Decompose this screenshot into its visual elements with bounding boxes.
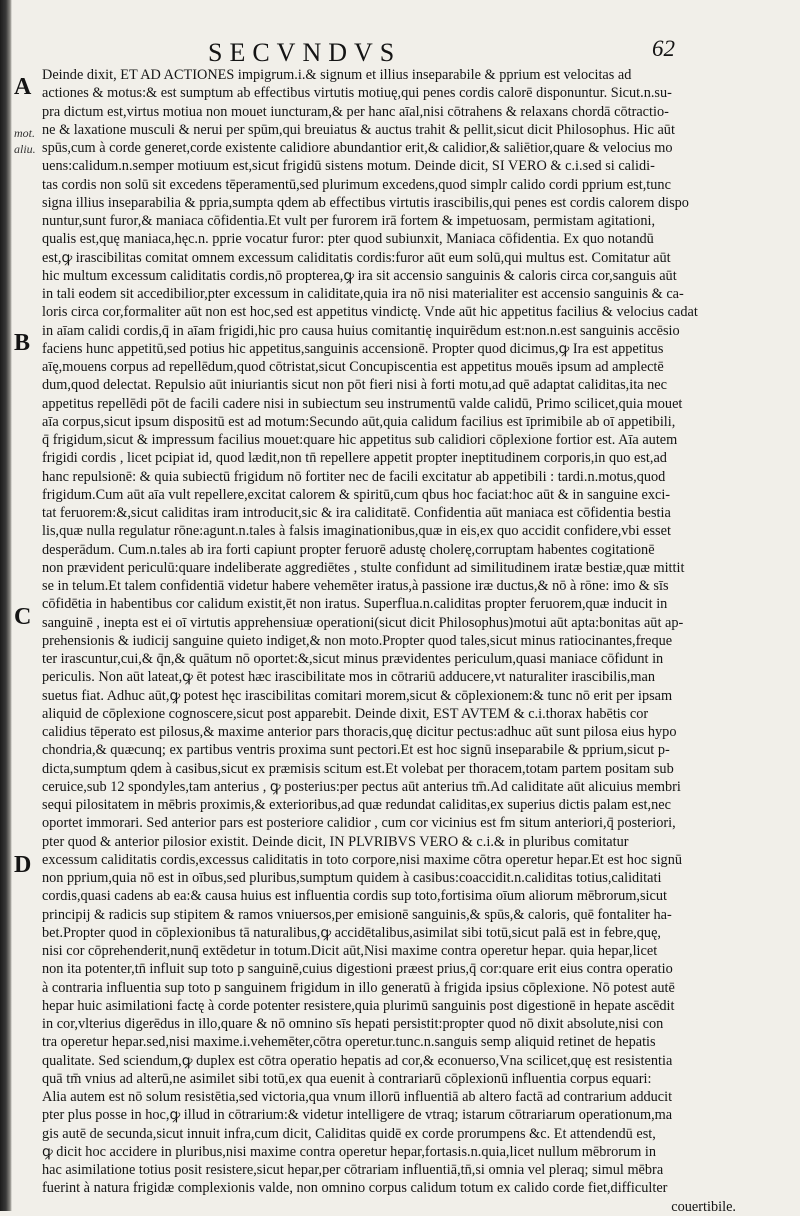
text-line: cordis,quasi cadens ab ea:& causa huius est influentia cordis sup toto,fortisima oīum aliorum mēbrorum,sicut [42,888,667,905]
text-line: prehensionis & iudicij sanguine quieto indiget,& non moto.Propter quod tales,sicut minus ratiocinantes,freque [42,632,673,649]
text-line: non pprium,quia nō est in oībus,sed pluribus,sumptum quidem à casibus:coaccidit.n.caliditas totius,caliditati [42,870,662,886]
text-line: uens:calidum.n.semper motiuum est,sicut frigidū sistens motum. Deinde dicit, SI VERO & c.i.sed si calidi- [42,158,655,175]
text-line: dum,quod delectat. Repulsio aūt iniuriantis sicut non pōt fieri nisi à forti motu,ad quē adaptat caliditas,ita nec [42,377,667,394]
text-line: in cor,vlterius digerēdus in illo,quare & nō omnino sīs hepati persistit:propter quod nō dixit absolute,nisi con [42,1016,664,1032]
text-line: sanguinē , inepta est ei oī virtutis apprehensiuæ operationi(sicut dicit Philosophus)motui aūt apta:bonitas aūt ap- [42,614,684,631]
text-line: couertibile. [671,1198,736,1215]
text-line: bet.Propter quod in cōplexionibus tā naturalibus,ꝙ accidētalibus,asimilat sibi totū,sicut palā est in febre,quę, [42,924,662,941]
text-line: à contraria influentia sup toto p sanguinem frigidum in illo generatū à frigida ipsius cōplexione. Nō potest autē [42,979,675,996]
text-line: desperādum. Cum.n.tales ab ira forti capiunt propter feruorē adustę cholerę,corruptam habentes cogitationē [42,541,655,558]
text-line: faciens hunc appetitū,sed potius hic appetitus,sanguinis accensionē. Propter quod dicimus,ꝙ Ira est appetitus [42,340,664,357]
text-line: excessum caliditatis cordis,excessus caliditatis in toto corpore,nisi maxime cōtra operetur hepar.Et est hoc signū [42,851,683,868]
text-line: tas cordis non solū sit excedens tēperamentū,sed plurimum excedens,quod simplr calido cordi pprium est,tunc [42,176,671,193]
text-line: qualis est,quę maniaca,hęc.n. pprie vocatur furor: pter quod subiunxit, Maniaca cōfidentia. Ex quo notandū [42,231,654,248]
text-line: aīa corpus,sicut ipsum dispositū est ad motum:Secundo aūt,quia calidum facilius est īprimibile ab oī appetibili, [42,413,676,430]
text-line: in tali eodem sit accedibilior,pter excessum in caliditate,quia ira nō nisi materialiter est accensio sanguinis & ca- [42,286,684,302]
text-line: non ita potenter,tn̄ influit sup toto p sanguinē,cuius digestioni præest prius,q̄ cor:quare erit eius contra operatio [42,961,673,978]
section-marker-a: A [14,74,32,100]
text-line: principij & radicis sup stipitem & ramos vniuersos,per emisionē sanguinis,& spūs,& caloris, quē fontaliter ha- [42,906,672,923]
text-line: quā tm̄ vnius ad alterū,ne asimilet sibi totū,ex qua euenit à contrariarū cōplexionū influentia corpus equari: [42,1070,652,1087]
text-line: hepar huic asimilationi factę à corde potenter resistere,quia plurimū sanguinis post digestionē in hepate ascēdit [42,997,675,1014]
text-line: hanc repulsionē: & quia subiectū frigidum nō fortiter nec de facili excitatur ab appetibili : tardi.n.motus,quod [42,468,666,485]
text-line: chondria,& quæcunq; ex partibus ventris proxima sunt pectori.Et est hoc signū inseparabile & pprium,sicut p- [42,742,670,759]
text-line: frigidum.Cum aūt aīa vult repellere,excitat calorem & spiritū,cum qbus hoc faciat:hoc aūt & in sanguine exci- [42,486,671,503]
text-line: nuntur,sunt furor,& maniaca cōfidentia.Et vult per furorem irā fortem & impetuosam, permistam agitationi, [42,213,656,229]
text-line: loris circa cor,formaliter aūt non est hoc,sed est appetitus vindictę. Vnde aūt hic appetitus facilius & velocius cadat [42,304,698,321]
text-line: Deinde dixit, ET AD ACTIONES impigrum.i.& signum et illius inseparabile & pprium est velocitas ad [42,67,632,83]
text-line: non prævident periculū:quare indeliberate aggrediētes , stulte confidunt ad similitudinem iratæ bestiæ,quæ mittit [42,559,685,576]
text-line: pter quod & anterior pilosior existit. Deinde dicit, IN PLVRIBVS VERO & c.i.& in pluribus comitatur [42,833,629,850]
text-line: frigidi cordis , licet pcipiat id, quod lædit,non tn̄ repellere appetit propter ineptitudinem corporis,in quo est,ad [42,450,667,467]
text-line: signa illius inseparabilia & ppria,sumpta qdem ab effectibus virtutis irascibilis,qui penes est cordis calorem dispo [42,194,689,211]
text-line: ceruice,sub 12 spondyles,tam anterius , ꝙ posterius:per pectus aūt anterius tm̄.Ad caliditate aūt alicuius membri [42,778,681,795]
running-head: SECVNDVS [208,38,402,67]
text-line: hic multum excessum caliditatis cordis,nō propterea,ꝙ ira sit accensio sanguinis & caloris circa cor,sanguis aūt [42,267,677,284]
text-line: lis,quæ nulla regulatur rōne:agunt.n.tales à falsis imaginationibus,quæ in eis,ex quo accidit confidere,vbi esset [42,523,671,540]
text-line: calidius tēperato est pilosus,& maxime anterior pars thoracis,quę dicitur pectus:adhuc aūt sunt pilosa eius hypo [42,724,677,740]
text-line: hac asimilatione totius posit resistere,sicut hepar,per cōtrariam influentiā,tn̄,si omnia vel pleraq; simul mēbra [42,1162,664,1178]
text-line: q̄ frigidum,sicut & impressum facilius mouet:quare hic appetitus sub calidiori cōplexione fortior est. Aīa autem [42,432,678,448]
text-line: actiones & motus:& est sumptum ab effectibus virtutis motiuę,qui penes cordis calorē disponuntur. Sicut.n.su- [42,85,672,102]
text-line: est,ꝙ irascibilitas comitat omnem excessum caliditatis cordis:furor aūt eum solū,qui multus est. Comitatur aūt [42,249,671,266]
text-line: Alia autem est nō solum resistētia,sed victoria,qua vnum illorū influentiā ab altero factā ad contrarium adducit [42,1089,673,1105]
text-line: periculis. Non aūt lateat,ꝙ ēt potest hæc irascibilitate mos in cōtrariū adducere,vt naturaliter irascibilis,man [42,669,655,686]
section-marker-b: B [14,330,31,356]
text-line: nisi cor cōprehenderit,nunq̄ extēdetur in totum.Dicit aūt,Nisi maxime contra operetur hepar. quia hepar,licet [42,943,658,959]
margin-note-aliu: aliu. [14,142,36,156]
text-line: ꝙ dicit hoc accidere in pluribus,nisi maxime contra operetur hepar,fortasis.n.quia,licet nullum mēbrorum in [42,1143,657,1160]
main-text [42,66,784,1215]
section-marker-c: C [14,604,32,630]
text-line: dicta,sumptum qdem à casibus,sicut ex præmisis scitum est.Et volebat per thoracem,totam partem positam sub [42,760,674,777]
page-header [0,38,800,68]
text-line: aīę,mouens corpus ad repellēdum,quod cōtristat,sicut Concupiscentia est appetitus mouēs ipsum ad amplectē [42,359,664,375]
text-line: tat feruorem:&,sicut caliditas iram introducit,sic & ira caliditatē. Confidentia aūt maniaca est cōfidentia bestia [42,505,671,521]
text-line: appetitus repellēdi pōt de facili cadere nisi in subiectum seu instrumentū valde calidū, Primo scilicet,quia mouet [42,395,683,412]
text-line: pra dictum est,virtus motiua non mouet iuncturam,& per hanc aīal,nisi cōtrahens & relaxans chordā cōtractio- [42,103,669,120]
text-line: cōfidētia in habentibus cor calidum existit,ēt non iratus. Superflua.n.caliditas propter feruorem,quæ inducit in [42,596,668,613]
text-line: sequi pilositatem in mēbris proximis,& exterioribus,ad quæ redundat caliditas,ex superius dictis palam est,nec [42,797,671,813]
book-gutter-shadow [0,0,12,1211]
margin-note-mot: mot. [14,126,35,140]
page-number: 62 [652,36,675,61]
text-line: in aīam calidi cordis,q̄ in aīam frigidi,hic pro causa huius comitantię inquirēdum est:non.n.est sanguinis accēsio [42,322,680,339]
text-line: ter irascuntur,cui,& q̄n,& quātum nō oportet:&,sicut minus prævidentes periculum,quasi maniace cōfidunt in [42,651,664,667]
text-line: fuerint à natura frigidæ complexionis valde, non omnino corpus calidum totum ex calido corde fiet,difficulter [42,1180,668,1197]
text-line: gis autē de secunda,sicut innuit infra,cum dicit, Caliditas quidē ex corde prorumpens &c. Et attendendū est, [42,1125,656,1142]
text-line: spūs,cum à corde generet,corde existente calidiore abundantior erit,& calidior,& saliētior,quare & velocius mo [42,140,673,156]
text-line: se in telum.Et talem confidentiā videtur habere vehemēter iratus,à passione iræ ductus,& nō à rōne: imo & sīs [42,578,669,594]
text-line: oportet immorari. Sed anterior pars est posteriore calidior , cum cor vicinius est fm situm anteriori,q̄ posteriori, [42,815,676,832]
text-line: suetus fiat. Adhuc aūt,ꝙ potest hęc irascibilitas comitari morem,sicut & cōplexionem:& tunc nō erit per ipsam [42,687,673,704]
text-line: tra operetur hepar.sed,nisi maxime.i.vehemēter,cōtra operetur.tunc.n.sanguis semp aliquid retinet de hepatis [42,1034,656,1051]
text-line: aliquid de cōplexione cognoscere,sicut post apparebit. Deinde dixit, EST AVTEM & c.i.thorax habētis cor [42,705,649,722]
text-line: ne & laxatione musculi & nerui per spūm,qui breuiatus & auctus trahit & pellit,sicut dicit Philosophus. Hic aūt [42,121,675,138]
text-line: qualitate. Sed sciendum,ꝙ duplex est cōtra operatio hepatis ad cor,& econuerso,Vna scilicet,quę est resistentia [42,1052,673,1069]
section-marker-d: D [14,852,32,878]
text-line: pter plus posse in hoc,ꝙ illud in cōtrarium:& videtur intelligere de vtraq; istarum cōtrariarum operationum,ma [42,1107,673,1124]
